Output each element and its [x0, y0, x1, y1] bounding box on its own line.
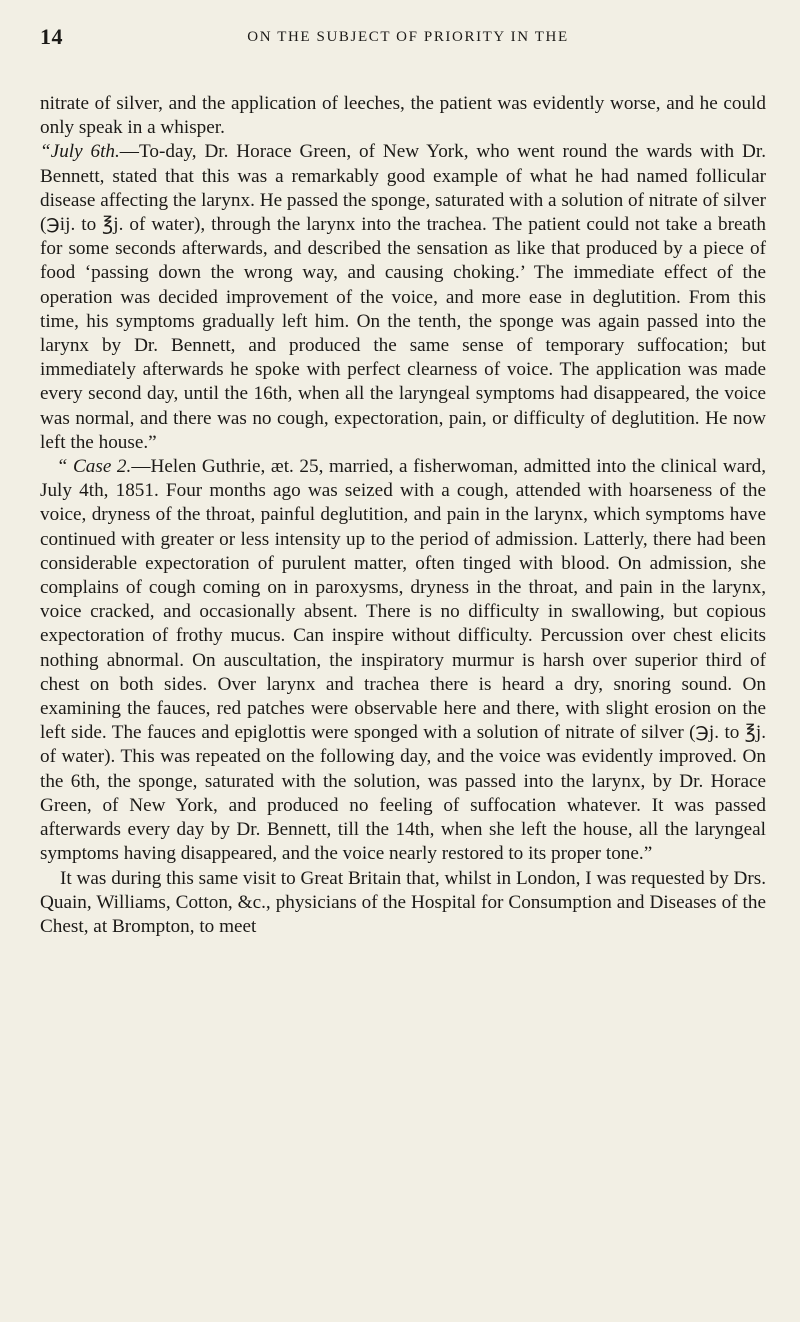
paragraph-lead: “ Case 2. [56, 456, 132, 478]
paragraph-text: —Helen Guthrie, æt. 25, married, a fisherwoman, admitted into the clinical ward, July 4th, 1851. Four months ago was seized with a cough, attended with hoarseness of the voice, dryness of the throat, painful deglutition, and pain in the larynx, which symptoms have continued with greater or less intensity up to the period of admission. Latterly, there had been considerable expectoration of purulent matter, often tinged with blood. On admission, she complains of cough coming on in paroxysms, dryness in the throat, and pain in the larynx, voice cracked, and occasionally absent. There is no difficulty in swallowing, but copious expectoration of frothy mucus. Can inspire without difficulty. Percussion over chest elicits nothing abnormal. On auscultation, the inspiratory murmur is harsh over superior third of chest on both sides. Over larynx and trachea there is heard a dry, snoring sound. On examining the fauces, red patches were observable here and there, with slight erosion on the left side. The fauces and epiglottis were sponged with a solution of nitrate of silver (℈j. to ℥j. of water). This was repeated on the following day, and the voice was evidently improved. On the 6th, the sponge, saturated with the solution, was passed into the larynx, by Dr. Horace Green, of New York, and produced no feeling of suffocation whatever. It was passed afterwards every day by Dr. Bennett, till the 14th, when she left the house, all the laryngeal symptoms having disappeared, and the voice nearly restored to its proper tone.” [40, 456, 766, 865]
paragraph-text: It was during this same visit to Great Britain that, whilst in London, I was requested by Drs. Quain, Williams, Cotton, &c., physicians of the Hospital for Consumption and Diseases of the Chest, at Brompton, to meet [40, 867, 766, 937]
running-title: ON THE SUBJECT OF PRIORITY IN THE [247, 29, 569, 45]
paragraph-continuation [40, 92, 766, 140]
paragraph-text: —To-day, Dr. Horace Green, of New York, who went round the wards with Dr. Bennett, stated that this was a remarkably good example of what he had named follicular disease affecting the larynx. He passed the sponge, saturated with a solution of nitrate of silver (℈ij. to ℥j. of water), through the larynx into the trachea. The patient could not take a breath for some seconds afterwards, and described the sensation as like that produced by a piece of food ‘passing down the wrong way, and causing choking.’ The immediate effect of the operation was decided improvement of the voice, and more ease in deglutition. From this time, his symptoms gradually left him. On the tenth, the sponge was again passed into the larynx by Dr. Bennett, and produced the same sense of temporary suffocation; but immediately afterwards he spoke with perfect clearness of voice. The application was made every second day, until the 16th, when all the laryngeal symptoms had disappeared, the voice was normal, and there was no cough, expectoration, pain, or difficulty of deglutition. He now left the house.” [40, 141, 766, 453]
running-head [40, 24, 766, 64]
paragraph-july-6th [40, 140, 766, 455]
paragraph-case-2 [40, 455, 766, 866]
paragraph-lead: “July 6th. [40, 141, 120, 163]
paragraph-text: nitrate of silver, and the application of leeches, the patient was evidently worse, and he could only speak in a whisper. [40, 93, 766, 139]
page-number: 14 [40, 24, 63, 49]
body-text [40, 92, 766, 939]
paragraph-london-visit [40, 867, 766, 940]
